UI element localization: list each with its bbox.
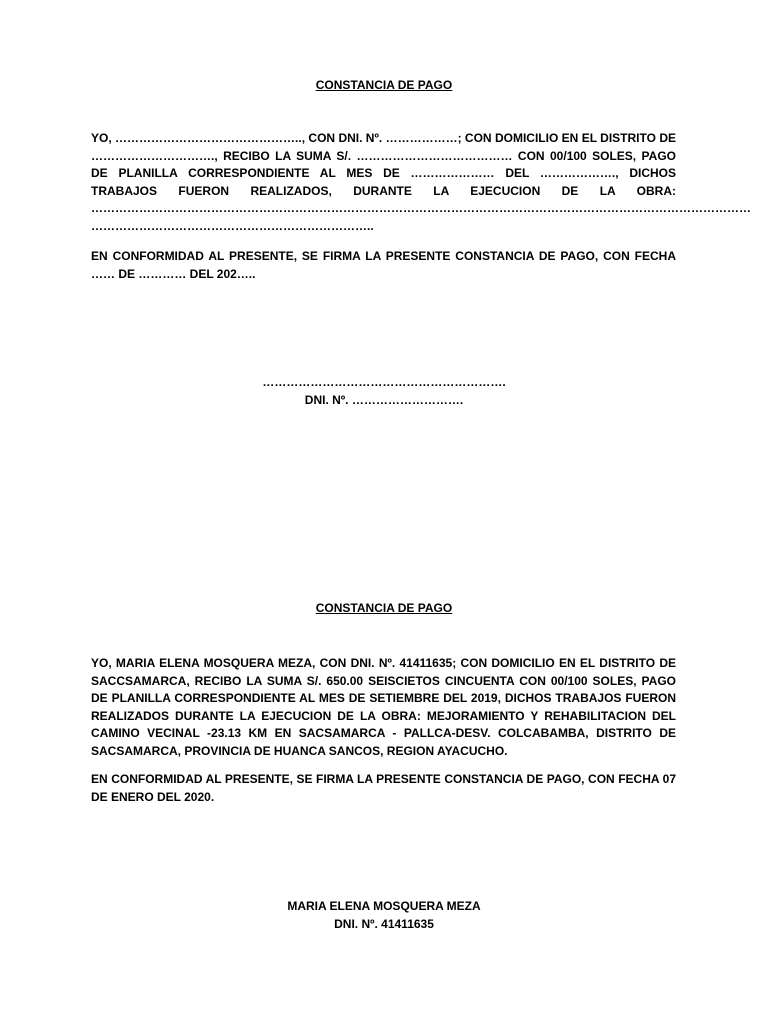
blank-form-paragraph-2: EN CONFORMIDAD AL PRESENTE, SE FIRMA LA PRESENTE CONSTANCIA DE PAGO, CON FECHA …… DE ………… DEL 202….. (91, 249, 676, 281)
blank-form-title: CONSTANCIA DE PAGO (315, 78, 453, 92)
filled-form-signature-block (0, 898, 768, 933)
filled-form-paragraph-1: YO, MARIA ELENA MOSQUERA MEZA, CON DNI. Nº. 41411635; CON DOMICILIO EN EL DISTRITO DE SACCSAMARCA, RECIBO LA SUMA S/. 650.00 SEISCIETOS CINCUENTA CON 00/100 SOLES, PAGO DE PLANILLA CORRESPONDIENTE AL MES DE SETIEMBRE DEL 2019, DICHOS TRABAJOS FUERON REALIZADOS DURANTE LA EJECUCION DE LA OBRA: MEJORAMIENTO Y REHABILITACION DEL CAMINO VECINAL -23.13 KM EN SACSAMARCA - PALLCA-DESV. COLCABAMBA, DISTRITO DE SACSAMARCA, PROVINCIA DE HUANCA SANCOS, REGION AYACUCHO. (91, 656, 676, 758)
filled-form-paragraph-2: EN CONFORMIDAD AL PRESENTE, SE FIRMA LA PRESENTE CONSTANCIA DE PAGO, CON FECHA 07 DE ENERO DEL 2020. (91, 772, 676, 804)
filled-form-signature-dni: DNI. Nº. 41411635 (334, 916, 434, 931)
blank-form-signature-line: ……………………………………………………. (262, 375, 506, 389)
filled-form-title: CONSTANCIA DE PAGO (315, 601, 453, 615)
filled-form-signature-name: MARIA ELENA MOSQUERA MEZA (287, 899, 481, 913)
blank-form-signature-dni: DNI. Nº. ………………………. (304, 392, 464, 407)
blank-form-paragraph-1: YO, ……………………………………….., CON DNI. Nº. ………………; CON DOMICILIO EN EL DISTRITO DE …………………………., RECIBO LA SUMA S/. ………………………………… CON 00/100 SOLES, PAGO DE PLANILLA CORRESPONDIENTE AL MES DE ………………… DEL ………………., DICHOS TRABAJOS FUERON REALIZADOS, DURANTE LA EJECUCION DE LA OBRA: ………………………………………………………………………………………………………………………………………………… …………………………………………………………….. (91, 131, 751, 233)
blank-form-signature-block (0, 374, 768, 409)
